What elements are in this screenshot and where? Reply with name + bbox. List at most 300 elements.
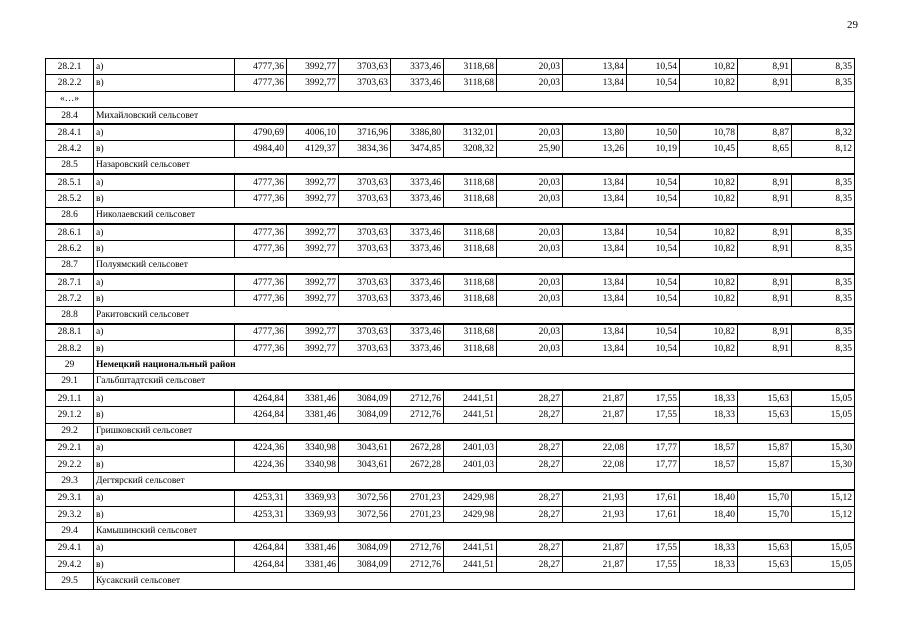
- row-code: 28.6.1: [46, 224, 94, 241]
- value-cell: 3373,46: [391, 341, 444, 357]
- value-cell: 8,35: [792, 274, 855, 291]
- value-cell: 10,19: [627, 141, 680, 157]
- value-cell: 28,27: [497, 390, 563, 407]
- value-cell: 3834,36: [339, 141, 391, 157]
- value-cell: 8,35: [792, 341, 855, 357]
- row-code: 29.4: [46, 523, 94, 540]
- value-cell: 17,77: [627, 457, 680, 473]
- value-cell: 8,35: [792, 174, 855, 191]
- row-label: в): [94, 191, 235, 207]
- value-cell: 10,82: [680, 324, 738, 341]
- row-code: 29.4.1: [46, 540, 94, 557]
- row-label: а): [94, 59, 235, 75]
- section-row: [46, 423, 855, 440]
- value-cell: 10,54: [627, 174, 680, 191]
- row-code: 29: [46, 357, 94, 373]
- section-row: [46, 473, 855, 490]
- row-code: 29.4.2: [46, 556, 94, 572]
- value-cell: 2712,76: [391, 390, 444, 407]
- value-cell: 13,84: [563, 241, 627, 257]
- row-label: а): [94, 324, 235, 341]
- value-cell: 22,08: [563, 457, 627, 473]
- value-cell: 4777,36: [235, 274, 287, 291]
- row-label: в): [94, 291, 235, 307]
- value-cell: 3043,61: [339, 457, 391, 473]
- row-code: 28.4: [46, 107, 94, 124]
- value-cell: 15,63: [738, 556, 792, 572]
- value-cell: 8,91: [738, 324, 792, 341]
- table-row: [46, 174, 855, 191]
- value-cell: 28,27: [497, 490, 563, 507]
- value-cell: 3118,68: [444, 174, 497, 191]
- value-cell: 8,35: [792, 191, 855, 207]
- value-cell: 3373,46: [391, 75, 444, 91]
- value-cell: 28,27: [497, 457, 563, 473]
- value-cell: 10,50: [627, 124, 680, 141]
- value-cell: 4224,36: [235, 440, 287, 457]
- value-cell: 17,55: [627, 407, 680, 423]
- value-cell: 10,54: [627, 59, 680, 75]
- value-cell: 10,82: [680, 75, 738, 91]
- value-cell: 3992,77: [287, 341, 339, 357]
- value-cell: 10,54: [627, 324, 680, 341]
- value-cell: 15,63: [738, 407, 792, 423]
- value-cell: 13,84: [563, 291, 627, 307]
- section-row: [46, 157, 855, 174]
- value-cell: 28,27: [497, 440, 563, 457]
- value-cell: 4777,36: [235, 75, 287, 91]
- section-row: [46, 357, 855, 373]
- value-cell: 21,87: [563, 390, 627, 407]
- value-cell: 3373,46: [391, 324, 444, 341]
- tariff-table: [45, 58, 855, 590]
- value-cell: 18,40: [680, 507, 738, 523]
- value-cell: 15,63: [738, 390, 792, 407]
- table-row: [46, 75, 855, 91]
- value-cell: 2401,03: [444, 457, 497, 473]
- value-cell: 20,03: [497, 341, 563, 357]
- row-label: а): [94, 124, 235, 141]
- value-cell: 3084,09: [339, 390, 391, 407]
- value-cell: 13,84: [563, 59, 627, 75]
- value-cell: 20,03: [497, 274, 563, 291]
- section-row: [46, 107, 855, 124]
- value-cell: 3716,96: [339, 124, 391, 141]
- value-cell: 4777,36: [235, 191, 287, 207]
- value-cell: 2701,23: [391, 507, 444, 523]
- value-cell: 3381,46: [287, 540, 339, 557]
- value-cell: 15,70: [738, 490, 792, 507]
- value-cell: 4984,40: [235, 141, 287, 157]
- value-cell: 22,08: [563, 440, 627, 457]
- value-cell: 13,84: [563, 224, 627, 241]
- section-row: [46, 523, 855, 540]
- section-row: [46, 573, 855, 589]
- value-cell: 8,35: [792, 75, 855, 91]
- row-code: 28.5.1: [46, 174, 94, 191]
- value-cell: 13,84: [563, 274, 627, 291]
- row-label: а): [94, 390, 235, 407]
- value-cell: 2401,03: [444, 440, 497, 457]
- value-cell: 20,03: [497, 59, 563, 75]
- section-title: Камышинский сельсовет: [94, 523, 855, 540]
- value-cell: 21,87: [563, 407, 627, 423]
- value-cell: 13,84: [563, 191, 627, 207]
- table-row: [46, 390, 855, 407]
- value-cell: 2712,76: [391, 556, 444, 572]
- value-cell: 3373,46: [391, 241, 444, 257]
- value-cell: 8,91: [738, 224, 792, 241]
- value-cell: 3703,63: [339, 274, 391, 291]
- value-cell: 4253,31: [235, 490, 287, 507]
- value-cell: 4253,31: [235, 507, 287, 523]
- value-cell: 20,03: [497, 291, 563, 307]
- value-cell: 3703,63: [339, 224, 391, 241]
- value-cell: 17,55: [627, 390, 680, 407]
- value-cell: 3373,46: [391, 174, 444, 191]
- table-row: [46, 141, 855, 157]
- value-cell: 10,45: [680, 141, 738, 157]
- value-cell: 8,91: [738, 191, 792, 207]
- value-cell: 20,03: [497, 224, 563, 241]
- value-cell: 3703,63: [339, 291, 391, 307]
- value-cell: 3118,68: [444, 241, 497, 257]
- table-row: [46, 556, 855, 572]
- value-cell: 3072,56: [339, 507, 391, 523]
- value-cell: 3992,77: [287, 274, 339, 291]
- section-row: [46, 307, 855, 324]
- value-cell: 17,55: [627, 556, 680, 572]
- value-cell: 4777,36: [235, 174, 287, 191]
- table-row: [46, 341, 855, 357]
- value-cell: 3118,68: [444, 191, 497, 207]
- value-cell: 10,54: [627, 75, 680, 91]
- value-cell: 20,03: [497, 324, 563, 341]
- value-cell: 18,33: [680, 540, 738, 557]
- value-cell: 21,93: [563, 490, 627, 507]
- value-cell: 17,61: [627, 490, 680, 507]
- value-cell: 8,32: [792, 124, 855, 141]
- table-row: [46, 407, 855, 423]
- row-label: а): [94, 440, 235, 457]
- row-code: 28.7.1: [46, 274, 94, 291]
- row-code: 28.7.2: [46, 291, 94, 307]
- value-cell: 21,87: [563, 540, 627, 557]
- value-cell: 15,70: [738, 507, 792, 523]
- value-cell: 3373,46: [391, 274, 444, 291]
- section-title: Гальбштадтский сельсовет: [94, 373, 855, 390]
- value-cell: 3992,77: [287, 59, 339, 75]
- value-cell: 8,35: [792, 324, 855, 341]
- value-cell: 3373,46: [391, 224, 444, 241]
- value-cell: 13,80: [563, 124, 627, 141]
- row-code: 28.6.2: [46, 241, 94, 257]
- value-cell: 13,84: [563, 324, 627, 341]
- value-cell: 15,05: [792, 407, 855, 423]
- row-label: в): [94, 241, 235, 257]
- row-label: в): [94, 457, 235, 473]
- value-cell: 28,27: [497, 540, 563, 557]
- table-row: [46, 59, 855, 75]
- row-code: 28.2.1: [46, 59, 94, 75]
- value-cell: 18,57: [680, 457, 738, 473]
- value-cell: 4129,37: [287, 141, 339, 157]
- value-cell: 3381,46: [287, 556, 339, 572]
- row-code: «…»: [46, 91, 94, 107]
- value-cell: 2701,23: [391, 490, 444, 507]
- value-cell: 10,78: [680, 124, 738, 141]
- value-cell: 3703,63: [339, 341, 391, 357]
- value-cell: 3118,68: [444, 59, 497, 75]
- value-cell: 8,91: [738, 174, 792, 191]
- row-label: а): [94, 540, 235, 557]
- row-code: 28.5.2: [46, 191, 94, 207]
- value-cell: 3373,46: [391, 191, 444, 207]
- value-cell: 3992,77: [287, 224, 339, 241]
- row-code: 28.8: [46, 307, 94, 324]
- row-code: 29.3.2: [46, 507, 94, 523]
- value-cell: 3703,63: [339, 324, 391, 341]
- value-cell: 3340,98: [287, 457, 339, 473]
- value-cell: 17,55: [627, 540, 680, 557]
- row-code: 29.2.1: [46, 440, 94, 457]
- value-cell: 18,33: [680, 390, 738, 407]
- value-cell: 8,35: [792, 224, 855, 241]
- value-cell: 8,35: [792, 59, 855, 75]
- table-row: [46, 540, 855, 557]
- value-cell: 2441,51: [444, 407, 497, 423]
- value-cell: 3992,77: [287, 241, 339, 257]
- value-cell: 4777,36: [235, 324, 287, 341]
- value-cell: 2672,28: [391, 457, 444, 473]
- section-title: Назаровский сельсовет: [94, 157, 855, 174]
- value-cell: 10,82: [680, 291, 738, 307]
- section-row: [46, 207, 855, 224]
- table-row: [46, 457, 855, 473]
- value-cell: 3992,77: [287, 191, 339, 207]
- value-cell: 21,93: [563, 507, 627, 523]
- value-cell: 4777,36: [235, 341, 287, 357]
- value-cell: 8,35: [792, 241, 855, 257]
- value-cell: 10,82: [680, 191, 738, 207]
- value-cell: 8,91: [738, 241, 792, 257]
- value-cell: 8,91: [738, 274, 792, 291]
- value-cell: 8,12: [792, 141, 855, 157]
- value-cell: 3474,85: [391, 141, 444, 157]
- table-row: [46, 490, 855, 507]
- value-cell: 25,90: [497, 141, 563, 157]
- value-cell: 18,57: [680, 440, 738, 457]
- value-cell: 3118,68: [444, 224, 497, 241]
- value-cell: 3084,09: [339, 540, 391, 557]
- value-cell: 10,54: [627, 291, 680, 307]
- value-cell: 8,87: [738, 124, 792, 141]
- value-cell: 4006,10: [287, 124, 339, 141]
- row-code: 29.3: [46, 473, 94, 490]
- value-cell: 4264,84: [235, 390, 287, 407]
- table-row: [46, 241, 855, 257]
- value-cell: 3373,46: [391, 291, 444, 307]
- value-cell: 4264,84: [235, 407, 287, 423]
- value-cell: 2441,51: [444, 540, 497, 557]
- value-cell: 10,54: [627, 341, 680, 357]
- value-cell: 13,84: [563, 174, 627, 191]
- value-cell: 3992,77: [287, 324, 339, 341]
- value-cell: 20,03: [497, 174, 563, 191]
- row-code: 28.8.1: [46, 324, 94, 341]
- value-cell: 3118,68: [444, 291, 497, 307]
- section-title: Дегтярский сельсовет: [94, 473, 855, 490]
- value-cell: 13,26: [563, 141, 627, 157]
- page-number: 29: [847, 19, 858, 31]
- row-code: 29.1.1: [46, 390, 94, 407]
- value-cell: 2441,51: [444, 390, 497, 407]
- value-cell: 8,91: [738, 75, 792, 91]
- value-cell: 15,30: [792, 440, 855, 457]
- value-cell: 3703,63: [339, 191, 391, 207]
- value-cell: 15,05: [792, 540, 855, 557]
- value-cell: 10,54: [627, 274, 680, 291]
- value-cell: 4777,36: [235, 241, 287, 257]
- value-cell: 3703,63: [339, 241, 391, 257]
- section-title: Гришковский сельсовет: [94, 423, 855, 440]
- row-code: 28.5: [46, 157, 94, 174]
- value-cell: 3043,61: [339, 440, 391, 457]
- row-label: в): [94, 141, 235, 157]
- value-cell: 3208,32: [444, 141, 497, 157]
- value-cell: 3340,98: [287, 440, 339, 457]
- table-row: [46, 507, 855, 523]
- value-cell: 20,03: [497, 241, 563, 257]
- value-cell: 21,87: [563, 556, 627, 572]
- section-title: Николаевский сельсовет: [94, 207, 855, 224]
- value-cell: 8,35: [792, 291, 855, 307]
- value-cell: 10,82: [680, 224, 738, 241]
- value-cell: 20,03: [497, 191, 563, 207]
- value-cell: 10,82: [680, 59, 738, 75]
- value-cell: 18,40: [680, 490, 738, 507]
- value-cell: 4777,36: [235, 59, 287, 75]
- value-cell: 17,61: [627, 507, 680, 523]
- row-code: 29.1: [46, 373, 94, 390]
- value-cell: 15,30: [792, 457, 855, 473]
- value-cell: 18,33: [680, 556, 738, 572]
- value-cell: 4790,69: [235, 124, 287, 141]
- value-cell: 2429,98: [444, 507, 497, 523]
- value-cell: 10,82: [680, 274, 738, 291]
- value-cell: 8,91: [738, 59, 792, 75]
- value-cell: 28,27: [497, 556, 563, 572]
- value-cell: 3381,46: [287, 407, 339, 423]
- table-row: [46, 191, 855, 207]
- row-code: 28.4.1: [46, 124, 94, 141]
- value-cell: 3118,68: [444, 75, 497, 91]
- value-cell: 15,12: [792, 507, 855, 523]
- value-cell: 10,82: [680, 341, 738, 357]
- value-cell: 2712,76: [391, 407, 444, 423]
- value-cell: 8,91: [738, 341, 792, 357]
- value-cell: 13,84: [563, 341, 627, 357]
- value-cell: 3369,93: [287, 507, 339, 523]
- value-cell: 3118,68: [444, 341, 497, 357]
- row-code: 28.2.2: [46, 75, 94, 91]
- value-cell: 4224,36: [235, 457, 287, 473]
- value-cell: 28,27: [497, 407, 563, 423]
- value-cell: 17,77: [627, 440, 680, 457]
- row-label: в): [94, 507, 235, 523]
- value-cell: 3084,09: [339, 407, 391, 423]
- value-cell: 3118,68: [444, 274, 497, 291]
- value-cell: 10,54: [627, 224, 680, 241]
- value-cell: 3369,93: [287, 490, 339, 507]
- value-cell: 4777,36: [235, 224, 287, 241]
- value-cell: 20,03: [497, 75, 563, 91]
- value-cell: 20,03: [497, 124, 563, 141]
- table-row: [46, 440, 855, 457]
- value-cell: 4264,84: [235, 556, 287, 572]
- value-cell: 3132,01: [444, 124, 497, 141]
- value-cell: 2672,28: [391, 440, 444, 457]
- value-cell: 2441,51: [444, 556, 497, 572]
- row-label: в): [94, 75, 235, 91]
- value-cell: 3084,09: [339, 556, 391, 572]
- value-cell: 15,87: [738, 440, 792, 457]
- value-cell: 15,05: [792, 390, 855, 407]
- row-code: 29.3.1: [46, 490, 94, 507]
- value-cell: 28,27: [497, 507, 563, 523]
- row-code: 29.2.2: [46, 457, 94, 473]
- value-cell: 15,12: [792, 490, 855, 507]
- value-cell: 3703,63: [339, 174, 391, 191]
- value-cell: 2712,76: [391, 540, 444, 557]
- value-cell: 3118,68: [444, 324, 497, 341]
- row-label: в): [94, 341, 235, 357]
- row-code: 29.2: [46, 423, 94, 440]
- row-label: а): [94, 224, 235, 241]
- table-body: [46, 59, 855, 590]
- section-row: [46, 91, 855, 107]
- value-cell: 10,54: [627, 191, 680, 207]
- row-label: а): [94, 174, 235, 191]
- row-label: в): [94, 556, 235, 572]
- table-row: [46, 124, 855, 141]
- value-cell: 4264,84: [235, 540, 287, 557]
- table-row: [46, 324, 855, 341]
- section-title: Михайловский сельсовет: [94, 107, 855, 124]
- value-cell: 2429,98: [444, 490, 497, 507]
- value-cell: 18,33: [680, 407, 738, 423]
- value-cell: 8,91: [738, 291, 792, 307]
- table-row: [46, 291, 855, 307]
- value-cell: 3992,77: [287, 75, 339, 91]
- row-code: 28.4.2: [46, 141, 94, 157]
- value-cell: 3703,63: [339, 59, 391, 75]
- value-cell: 3992,77: [287, 174, 339, 191]
- value-cell: 3386,80: [391, 124, 444, 141]
- value-cell: 3373,46: [391, 59, 444, 75]
- table-row: [46, 274, 855, 291]
- section-row: [46, 373, 855, 390]
- row-code: 29.1.2: [46, 407, 94, 423]
- section-title: Немецкий национальный район: [94, 357, 855, 373]
- value-cell: 15,87: [738, 457, 792, 473]
- row-code: 29.5: [46, 573, 94, 589]
- row-label: а): [94, 274, 235, 291]
- value-cell: 13,84: [563, 75, 627, 91]
- section-title: Ракитовский сельсовет: [94, 307, 855, 324]
- value-cell: 3703,63: [339, 75, 391, 91]
- row-label: в): [94, 407, 235, 423]
